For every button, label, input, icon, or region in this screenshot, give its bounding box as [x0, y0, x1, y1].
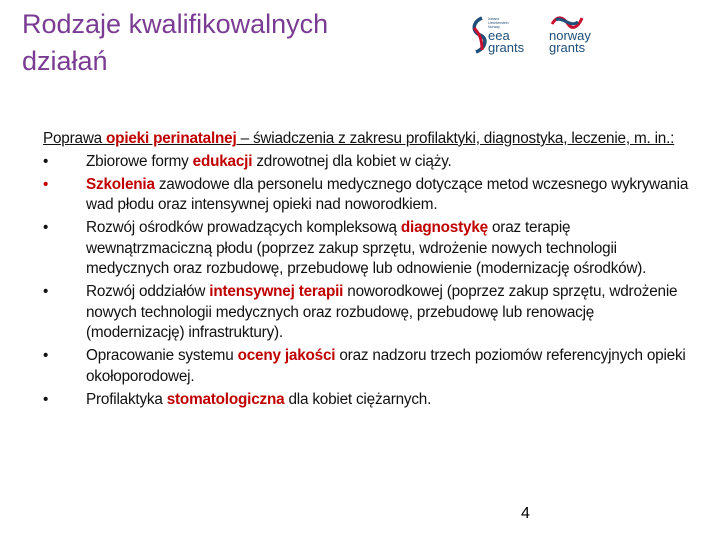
text-segment: dla kobiet ciężarnych.: [284, 390, 432, 408]
intro-paragraph: [43, 129, 693, 150]
bullet-icon: •: [43, 175, 49, 193]
text-segment: Rozwój ośrodków prowadzących kompleksową: [86, 219, 401, 236]
svg-text:Liechtenstein: Liechtenstein: [488, 21, 509, 25]
slide-title: [22, 6, 328, 80]
content-list: [43, 129, 693, 413]
text-segment: Rozwój oddziałów: [86, 283, 210, 300]
list-item: [43, 175, 693, 216]
text-segment: noworodkowej (poprzez zakup sprzętu, wdrożenie nowych technologii medycznych oraz rozbudowę, przebudowę lub renowację (modernizację) infrastruktury).: [86, 283, 678, 341]
text-segment: Poprawa: [43, 130, 107, 147]
svg-text:norway: norway: [549, 28, 591, 43]
bullet-icon: •: [43, 390, 49, 408]
text-segment: oraz nadzoru trzech poziomów referencyjnych opieki okołoporodowej.: [86, 347, 686, 385]
bullet-icon: •: [43, 347, 49, 364]
norway-grants-logo: [548, 14, 618, 56]
highlighted-text: opieki perinatalnej: [106, 130, 237, 147]
svg-text:Norway: Norway: [488, 25, 500, 29]
text-segment: zawodowe dla personelu medycznego dotyczące metod wczesnego wykrywania wad płodu oraz intensywnej opieki nad noworodkiem.: [86, 175, 689, 213]
text-segment: oraz terapię wewnątrzmaciczną płodu (poprzez zakup sprzętu, wdrożenie nowych technologii medycznych oraz rozbudowę, przebudowę lub odnowienie (modernizację ośrodków).: [86, 219, 647, 277]
highlighted-text: Szkolenia: [86, 175, 155, 193]
text-segment: Profilaktyka: [86, 390, 167, 408]
list-item: [43, 390, 693, 411]
svg-text:grants: grants: [488, 40, 525, 55]
text-segment: – świadczenia z zakresu profilaktyki, diagnostyka, leczenie, m. in.:: [236, 130, 675, 147]
list-item: [43, 282, 693, 344]
svg-text:grants: grants: [549, 40, 586, 55]
page-number: 4: [521, 505, 530, 522]
text-segment: Opracowanie systemu: [86, 347, 238, 364]
svg-text:Iceland: Iceland: [488, 17, 500, 21]
bullet-icon: •: [43, 219, 49, 236]
text-segment: zdrowotnej dla kobiet w ciąży.: [252, 152, 452, 170]
eea-grants-logo: [470, 14, 540, 56]
bullet-icon: •: [43, 152, 49, 170]
highlighted-text: oceny jakości: [237, 347, 336, 364]
list-item: [43, 218, 693, 280]
title-line: działań: [22, 46, 108, 76]
text-segment: Zbiorowe formy: [86, 152, 193, 170]
highlighted-text: diagnostykę: [400, 219, 488, 236]
bullet-icon: •: [43, 283, 49, 300]
title-line: Rodzaje kwalifikowalnych: [22, 9, 329, 39]
list-item: [43, 346, 693, 387]
highlighted-text: edukacji: [192, 152, 253, 170]
svg-text:eea: eea: [488, 28, 510, 43]
highlighted-text: stomatologiczna: [166, 390, 285, 408]
highlighted-text: intensywnej terapii: [209, 283, 344, 300]
list-item: [43, 152, 693, 173]
